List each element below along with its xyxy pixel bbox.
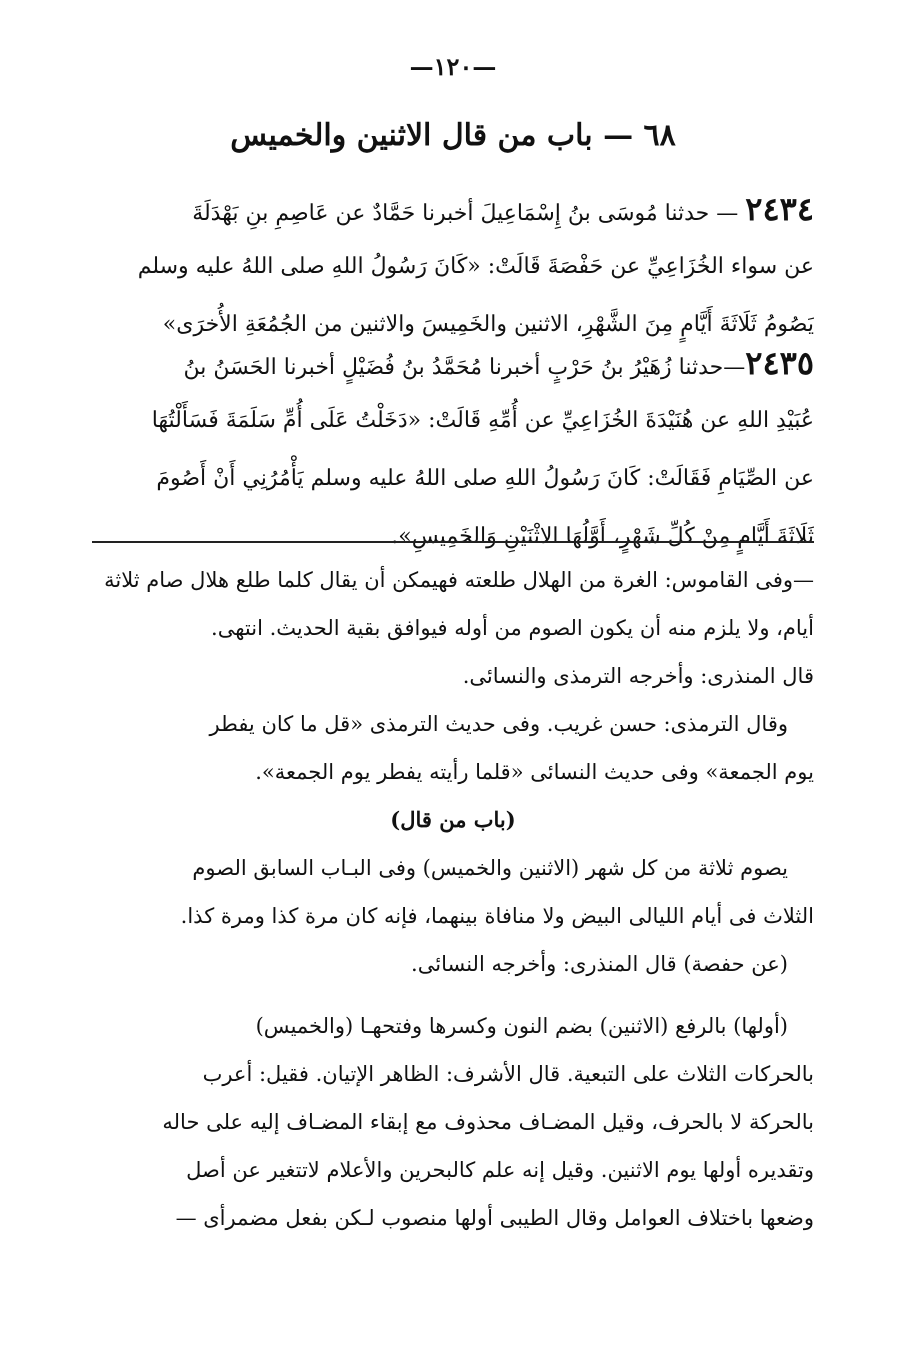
- hadith-number: ٢٤٣٥: [745, 344, 814, 382]
- hadith-text: — حدثنا مُوسَى بنُ إِسْمَاعِيلَ أخبرنا حَمَّادٌ عن عَاصِمِ بنِ بَهْدَلَةَ: [192, 201, 746, 226]
- hadith-line: ثَلَاثَةَ أَيَّامٍ مِنْ كُلِّ شَهْرٍ، أَوَّلُهَا الاثْنَيْنِ وَالخَمِيسِ».: [391, 524, 814, 549]
- hadith-line: [92, 334, 814, 392]
- hadith-2435: [92, 334, 814, 566]
- commentary-line: وتقديره أولها يوم الاثنين. وقيل إنه علم كالبحرين والأعلام لاتتغير عن أصل: [186, 1158, 814, 1182]
- hadith-line: عن الصِّيَامِ فَقَالَتْ: كَانَ رَسُولُ اللهِ صلى اللهُ عليه وسلم يَأْمُرُنِي أَنْ أَصُومَ: [156, 466, 814, 491]
- footnote-divider: [92, 541, 814, 543]
- commentary-line: يصوم ثلاثة من كل شهر (الاثنين والخميس) وفى البـاب السابق الصوم: [192, 856, 788, 880]
- commentary-line: يوم الجمعة» وفى حديث النسائى «قلما رأيته يفطر يوم الجمعة».: [255, 760, 814, 784]
- hadith-line: عُبَيْدِ اللهِ عن هُنَيْدَةَ الخُزَاعِيِّ عن أُمِّهِ قَالَتْ: «دَخَلْتُ عَلَى أُمِّ سَلَمَةَ فَسَأَلْتُهَا: [151, 408, 814, 433]
- page-number: —١٢٠—: [409, 52, 497, 81]
- chapter-heading: ٦٨ — باب من قال الاثنين والخميس: [230, 118, 676, 153]
- commentary-line: بالحركة لا بالحرف، وقيل المضـاف محذوف مع إبقاء المضـاف إليه على حاله: [162, 1110, 814, 1134]
- commentary-line: أيام، ولا يلزم منه أن يكون الصوم من أوله فيوافق بقية الحديث. انتهى.: [211, 616, 814, 640]
- section-subheading: (باب من قال): [390, 807, 516, 832]
- commentary-line: (عن حفصة) قال المنذرى: وأخرجه النسائى.: [411, 952, 788, 976]
- hadith-line: عن سواء الخُزَاعِيِّ عن حَفْصَةَ قَالَتْ: «كَانَ رَسُولُ اللهِ صلى اللهُ عليه وسلم: [137, 254, 814, 279]
- commentary-line: قال المنذرى: وأخرجه الترمذى والنسائى.: [462, 664, 814, 688]
- hadith-line: [92, 180, 814, 238]
- hadith-2434: [92, 180, 814, 354]
- hadith-number: ٢٤٣٤: [745, 190, 814, 228]
- commentary-line: —وفى القاموس: الغرة من الهلال طلعته فهيمكن أن يقال كلما طلع هلال صام ثلاثة: [104, 568, 814, 592]
- commentary-line: وقال الترمذى: حسن غريب. وفى حديث الترمذى «قل ما كان يفطر: [209, 712, 788, 736]
- commentary-line: بالحركات الثلاث على التبعية. قال الأشرف: الظاهر الإتيان. فقيل: أعرب: [202, 1062, 814, 1086]
- commentary-line: الثلاث فى أيام الليالى البيض ولا منافاة بينهما، فإنه كان مرة كذا ومرة كذا.: [180, 904, 814, 928]
- hadith-text: —حدثنا زُهَيْرُ بنُ حَرْبٍ أخبرنا مُحَمَّدُ بنُ فُضَيْلٍ أخبرنا الحَسَنُ بنُ: [183, 355, 746, 380]
- hadith-line: يَصُومُ ثَلَاثَةَ أَيَّامٍ مِنَ الشَّهْرِ، الاثنين والخَمِيسَ والاثنين من الجُمُعَةِ الأُخرَى»: [162, 312, 814, 337]
- commentary-line: وضعها باختلاف العوامل وقال الطيبى أولها منصوب لـكن بفعل مضمرأى —: [175, 1206, 814, 1230]
- commentary-line: (أولها) بالرفع (الاثنين) بضم النون وكسرها وفتحهـا (والخميس): [255, 1014, 788, 1038]
- commentary: [92, 556, 814, 1242]
